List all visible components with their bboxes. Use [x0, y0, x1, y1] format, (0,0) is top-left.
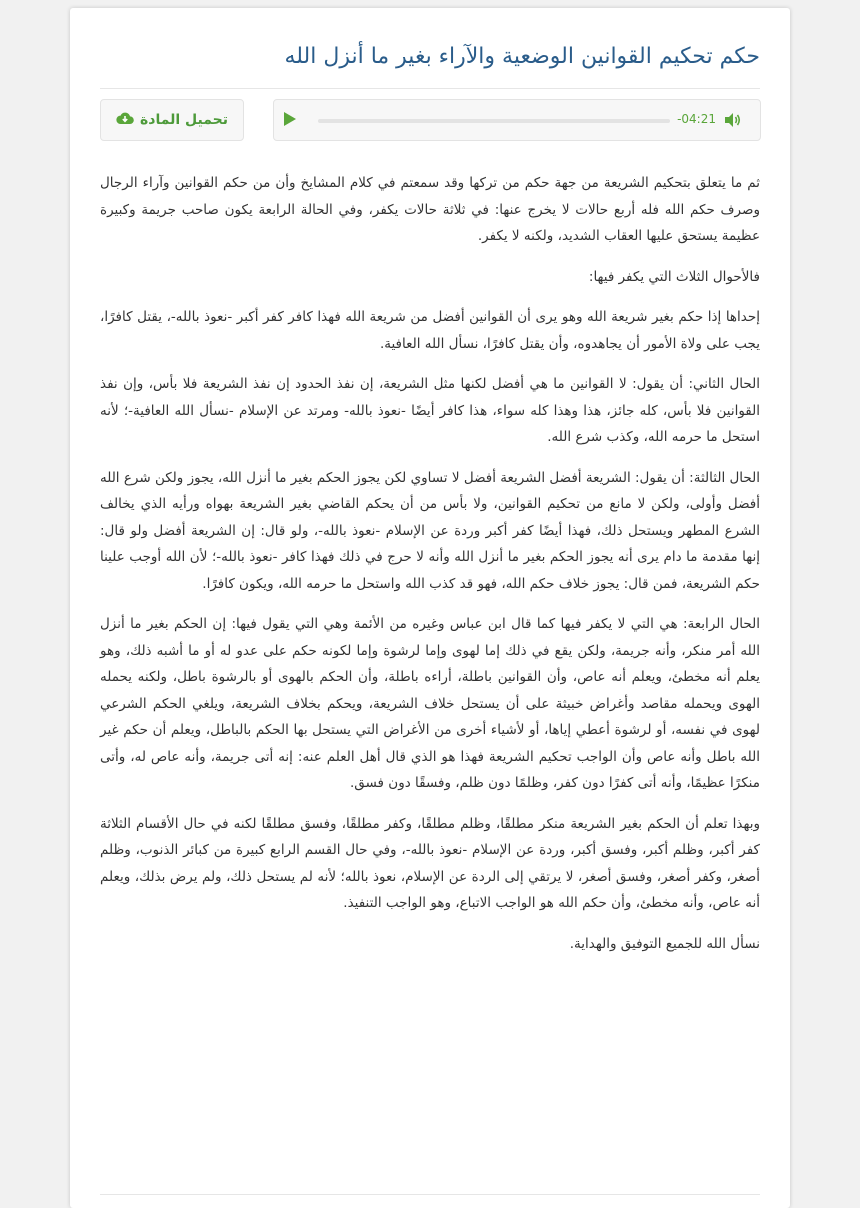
paragraph: الحال الرابعة: هي التي لا يكفر فيها كما قال ابن عباس وغيره من الأئمة وهي التي يقول فيها: إن الحكم بغير ما أنزل الله أمر منكر، وأنه جريمة، ولكن يقع في ذلك إما لهوى وإما لرشوة وإما لكونه حكم على عدو له أو ما أشبه ذلك، وهو يعلم أنه مخطئ، ويعلم أنه عاص، وأن القوانين باطلة، أراءه باطلة، وأن الحكم بالهوى أو بالرشوة باطل، ولكنه يحمله الهوى ويحمله مقاصد وأغراض خبيثة على أن يستحل خلاف الشريعة، ويحكم بخلاف الشريعة، ويلغي الحكم الشرعي لهوى في نفسه، أو لرشوة أعطي إياها، أو لأشياء أخرى من الأغراض التي يستحل بها الحكم بالباطل، ويعلم أن حكم غير الله باطل وأنه عاص وأن الواجب تحكيم الشريعة فهذا هو الذي قال أهل العلم عنه: إنه أتى جريمة، وأنه عاص له، وأتى منكرًا عظيمًا، وأنه أتى كفرًا دون كفر، وظلمًا دون ظلم، وفسقًا دون فسق. [100, 616, 760, 791]
volume-icon[interactable] [724, 112, 742, 128]
paragraph: الحال الثاني: أن يقول: لا القوانين ما هي أفضل لكنها مثل الشريعة، إن نفذ الحدود إن نفذ الشريعة فلا بأس، وإن نفذ القوانين فلا بأس، كله جائز، هذا وهذا كله سواء، هذا كافر أيضًا -نعوذ بالله- ومرتد عن الإسلام -نسأل الله العافية-؛ لأنه استحل ما حرمه الله، وكذب شرع الله. [100, 376, 760, 445]
paragraph: فالأحوال الثلاث التي يكفر فيها: [588, 268, 760, 285]
article-body [100, 170, 760, 971]
seek-bar[interactable] [318, 119, 670, 123]
download-button[interactable] [100, 99, 244, 141]
cloud-download-icon [116, 111, 134, 129]
play-icon[interactable] [284, 112, 296, 126]
time-remaining: -04:21 [677, 112, 716, 126]
title-divider [100, 88, 760, 89]
paragraph: وبهذا تعلم أن الحكم بغير الشريعة منكر مطلقًا، وظلم مطلقًا، وكفر مطلقًا، وفسق مطلقًا لكنه في حال الأقسام الثلاثة كفر أكبر، وظلم أكبر، وفسق أكبر، وردة عن الإسلام -نعوذ بالله-، وفي حال القسم الرابع كبيرة من كبائر الذنوب، وظلم أصغر، وكفر أصغر، وفسق أصغر، لا يرتقي إلى الردة عن الإسلام، نعوذ بالله؛ لأنه لم يستحل ذلك، ولم يرض بذلك، ويعلم أنه عاص، وأنه مخطئ، وأن حكم الله هو الواجب الاتباع، وهو الواجب التنفيذ. [100, 815, 760, 911]
page-title: حكم تحكيم القوانين الوضعية والآراء بغير ما أنزل الله [284, 44, 760, 69]
paragraph: ثم ما يتعلق بتحكيم الشريعة من جهة حكم من تركها وقد سمعتم في كلام المشايخ وأن من حكم القوانين وآراء الرجال وصرف حكم الله فله أربع حالات لا يخرج عنها: في ثلاثة حالات يكفر، وفي الحالة الرابعة يكون صاحب جريمة وكبيرة عظيمة يستحق عليها العقاب الشديد، ولكنه لا يكفر. [100, 175, 760, 244]
paragraph: الحال الثالثة: أن يقول: الشريعة أفضل الشريعة أفضل لا تساوي لكن يجوز الحكم بغير ما أنزل الله، يجوز ولكن شرع الله أفضل وأولى، ولكن لا مانع من تحكيم القوانين، ولا بأس من أن يحكم القاضي بغير الشريعة بهواه ورأيه الذي يخالف الشرع المطهر ويستحل ذلك، فهذا أيضًا كفر أكبر وردة عن الإسلام -نعوذ بالله-، ولو قال: إن الشريعة أفضل ولو قال: إنها مقدمة ما دام يرى أنه يجوز الحكم بغير ما أنزل الله وأنه لا حرج في ذلك فهذا كافر -نعوذ بالله-؛ لأن الله أوجب علينا حكم الشريعة، فمن قال: يجوز خلاف حكم الله، فهو قد كذب الله واستحل ما حرمه الله، ويكون كافرًا. [99, 469, 760, 592]
article-card [70, 8, 790, 1208]
paragraph: نسأل الله للجميع التوفيق والهداية. [569, 935, 760, 952]
paragraph: إحداها إذا حكم بغير شريعة الله وهو يرى أن القوانين أفضل من شريعة الله فهذا كافر كفر أكبر -نعوذ بالله-، يقتل كافرًا، يجب على ولاة الأمور أن يجاهدوه، وأن يقتل كافرًا، نسأل الله العافية. [100, 309, 760, 352]
audio-player[interactable] [273, 99, 761, 141]
bottom-divider [100, 1194, 760, 1195]
download-label: تحميل المادة [140, 112, 228, 128]
